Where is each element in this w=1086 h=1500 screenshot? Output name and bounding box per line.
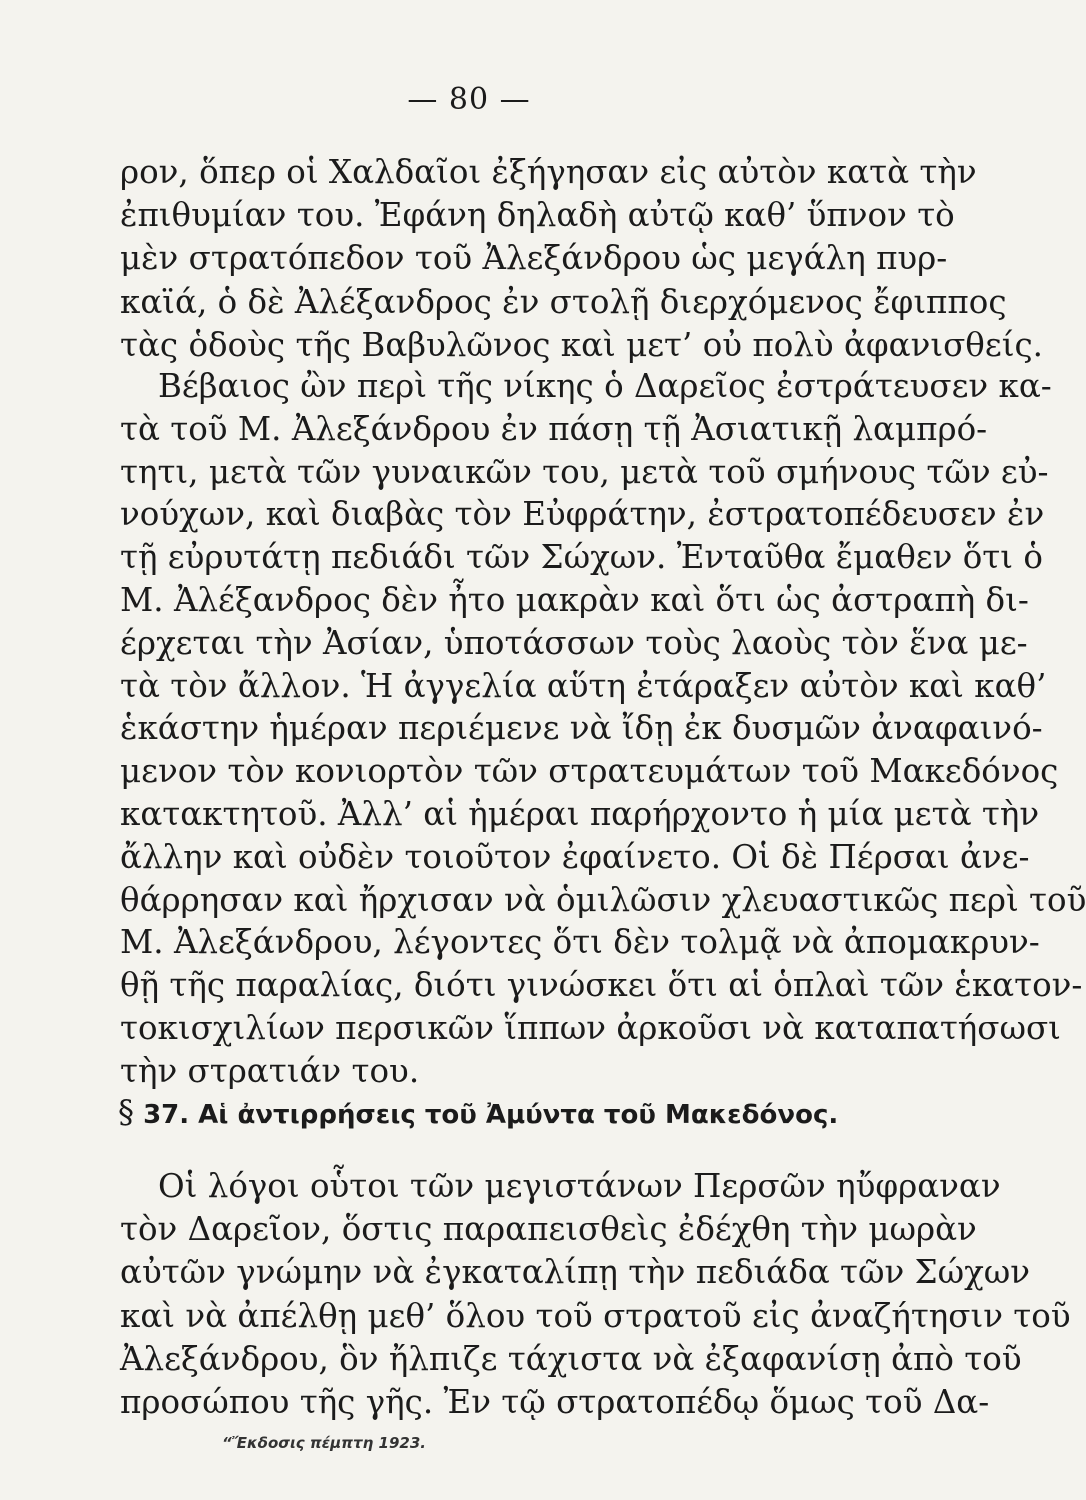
text-line: θῇ τῆς παραλίας, διότι γινώσκει ὅτι αἱ ὁπλαὶ τῶν ἑκατον-: [120, 966, 1083, 1005]
text-line: τὰ τοῦ Μ. Ἀλεξάνδρου ἐν πάσῃ τῇ Ἀσιατικῇ λαμπρό-: [120, 409, 988, 448]
text-line: ἑκάστην ἡμέραν περιέμενε νὰ ἴδῃ ἐκ δυσμῶν ἀναφαινό-: [120, 709, 1043, 748]
text-line: τῇ εὐρυτάτῃ πεδιάδι τῶν Σώχων. Ἐνταῦθα ἔμαθεν ὅτι ὁ: [120, 538, 1043, 577]
text-line: κατακτητοῦ. Ἀλλ’ αἱ ἡμέραι παρήρχοντο ἡ μία μετὰ τὴν: [120, 795, 1040, 833]
text-line: Βέβαιος ὢν περὶ τῆς νίκης ὁ Δαρεῖος ἐστράτευσεν κα-: [158, 367, 1052, 405]
section-heading: [118, 1092, 882, 1135]
text-line: καϊά, ὁ δὲ Ἀλέξανδρος ἐν στολῇ διερχόμενος ἔφιππος: [120, 282, 1007, 321]
page-number: — 80 —: [407, 82, 531, 117]
text-line: αὐτῶν γνώμην νὰ ἐγκαταλίπῃ τὴν πεδιάδα τῶν Σώχων: [120, 1253, 1031, 1292]
section-heading-text: 37. Αἱ ἀντιρρήσεις τοῦ Ἀμύντα τοῦ Μακεδόνος.: [143, 1100, 839, 1130]
section-symbol: §: [118, 1093, 134, 1131]
text-line: νούχων, καὶ διαβὰς τὸν Εὐφράτην, ἐστρατοπέδευσεν ἐν: [120, 495, 1045, 534]
text-line: Μ. Ἀλεξάνδρου, λέγοντες ὅτι δὲν τολμᾷ νὰ ἀπομακρυν-: [120, 923, 1040, 962]
text-line: τὴν στρατιάν του.: [120, 1051, 420, 1090]
text-line: καὶ νὰ ἀπέλθῃ μεθ’ ὅλου τοῦ στρατοῦ εἰς ἀναζήτησιν τοῦ: [120, 1296, 1071, 1335]
text-line: προσώπου τῆς γῆς. Ἐν τῷ στρατοπέδῳ ὅμως τοῦ Δα-: [120, 1383, 990, 1421]
text-line: έρχεται τὴν Ἀσίαν, ὑποτάσσων τοὺς λαοὺς τὸν ἕνα με-: [120, 623, 1028, 662]
text-line: Οἱ λόγοι οὗτοι τῶν μεγιστάνων Περσῶν ηὔφραναν: [158, 1167, 1001, 1205]
text-line: μενον τὸν κονιορτὸν τῶν στρατευμάτων τοῦ Μακεδόνος: [120, 752, 1059, 791]
text-line: μὲν στρατόπεδον τοῦ Ἀλεξάνδρου ὡς μεγάλη πυρ-: [120, 239, 948, 278]
text-line: τητι, μετὰ τῶν γυναικῶν του, μετὰ τοῦ σμήνους τῶν εὐ-: [120, 452, 1049, 491]
text-line: ἄλλην καὶ οὐδὲν τοιοῦτον ἐφαίνετο. Οἱ δὲ Πέρσαι ἀνε-: [120, 837, 1030, 876]
text-line: τὸν Δαρεῖον, ὅστις παραπεισθεὶς ἐδέχθη τὴν μωρὰν: [120, 1210, 977, 1249]
text-line: Μ. Ἀλέξανδρος δὲν ἦτο μακρὰν καὶ ὅτι ὡς ἀστραπὴ δι-: [120, 581, 1029, 619]
text-line: τοκισχιλίων περσικῶν ἵππων ἀρκοῦσι νὰ καταπατήσωσι: [120, 1009, 1061, 1047]
edition-footer: “Ἔκδοσις πέμπτη 1923.: [222, 1434, 426, 1452]
text-line: ρον, ὅπερ οἱ Χαλδαῖοι ἐξήγησαν εἰς αὐτὸν κατὰ τὴν: [120, 153, 977, 191]
text-line: ἐπιθυμίαν του. Ἐφάνη δηλαδὴ αὐτῷ καθ’ ὕπνον τὸ: [120, 196, 955, 235]
text-line: τὰς ὁδοὺς τῆς Βαβυλῶνος καὶ μετ’ οὐ πολὺ ἀφανισθείς.: [120, 325, 1043, 364]
text-line: θάρρησαν καὶ ἤρχισαν νὰ ὁμιλῶσιν χλευαστικῶς περὶ τοῦ: [120, 880, 1086, 919]
text-line: Ἀλεξάνδρου, ὃν ἤλπιζε τάχιστα νὰ ἐξαφανίσῃ ἀπὸ τοῦ: [120, 1339, 1022, 1378]
text-line: τὰ τὸν ἄλλον. Ἡ ἀγγελία αὕτη ἐτάραξεν αὐτὸν καὶ καθ’: [120, 666, 1047, 705]
